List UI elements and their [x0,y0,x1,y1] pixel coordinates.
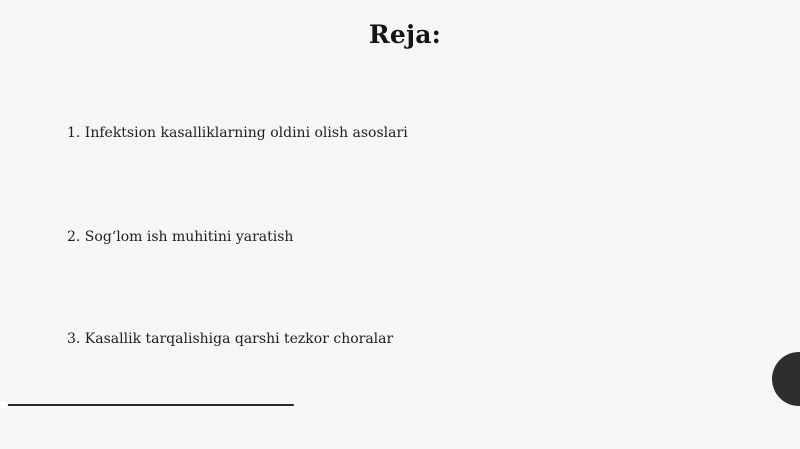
slide-title: Reja: [368,20,442,49]
progress-handle[interactable] [0,401,8,409]
plan-item-2: 2. Sog‘lom ish muhitini yaratish [67,229,294,245]
video-progress-bar[interactable] [0,404,800,407]
progress-fill [6,404,294,406]
plan-item-3: 3. Kasallik tarqalishiga qarshi tezkor choralar [67,331,394,347]
plan-item-1: 1. Infektsion kasalliklarning oldini olish asoslari [67,125,408,141]
next-slide-button[interactable] [772,352,800,406]
